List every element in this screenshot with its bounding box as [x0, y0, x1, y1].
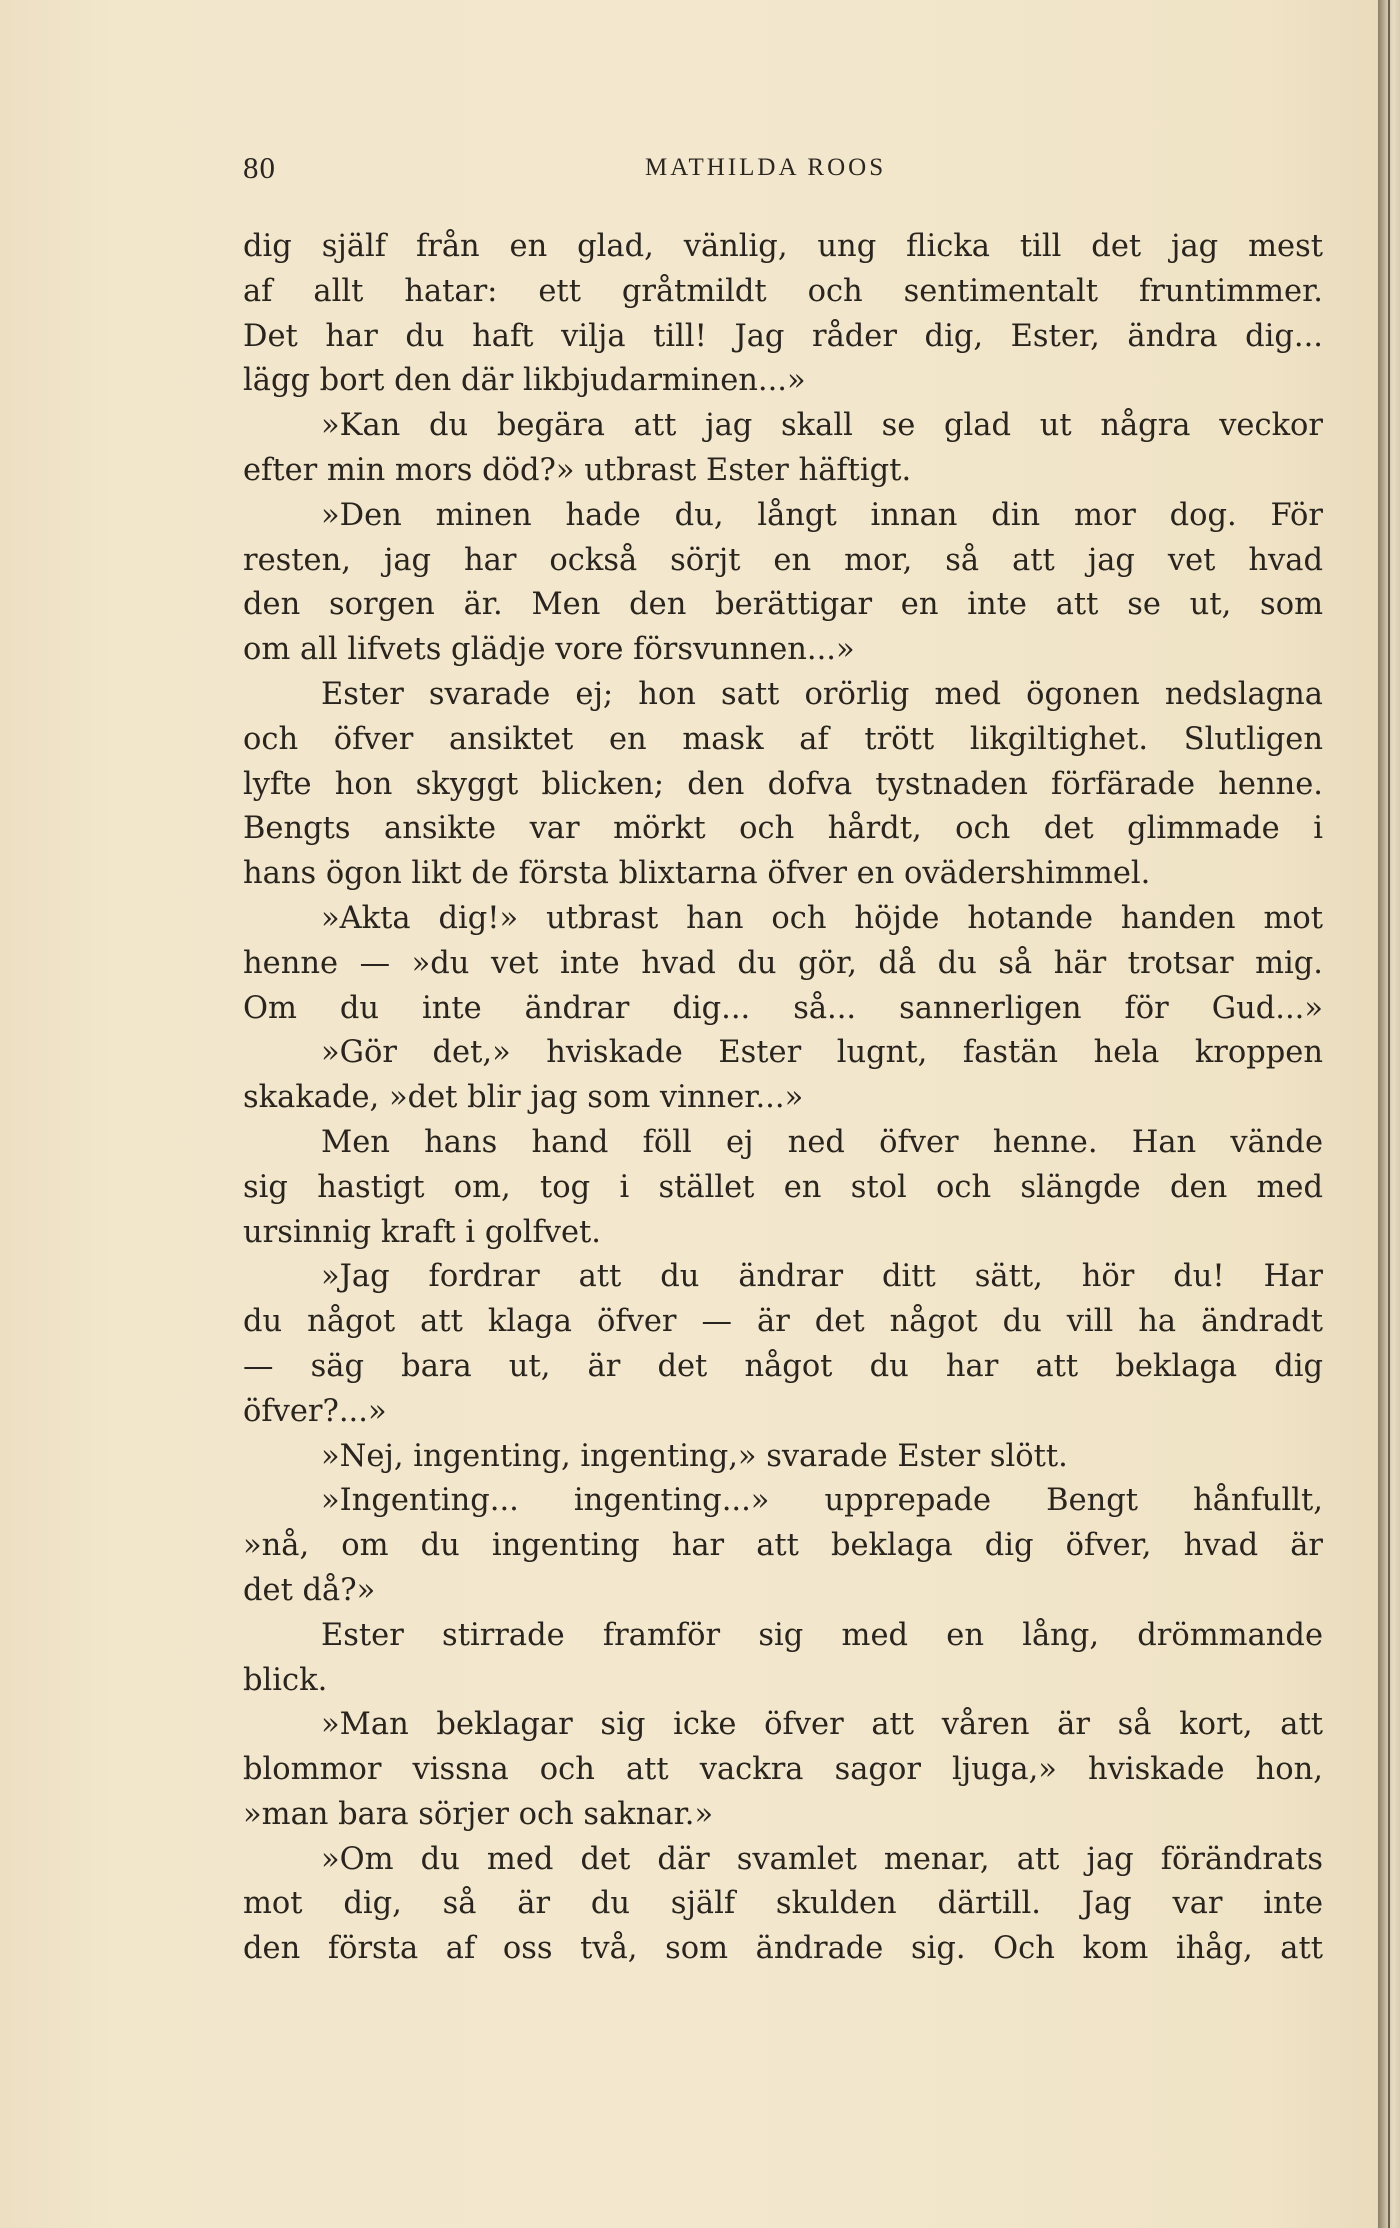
text-line: »nå, om du ingenting har att beklaga dig öfver, hvad är — [243, 1528, 1323, 1564]
text-line: ursinnig kraft i golfvet. — [243, 1214, 601, 1250]
text-line: Men hans hand föll ej ned öfver henne. Han vände — [321, 1124, 1323, 1160]
text-line: »Den minen hade du, långt innan din mor dog. För — [321, 497, 1323, 533]
text-line: henne — »du vet inte hvad du gör, då du så här trotsar mig. — [243, 945, 1323, 981]
running-title: MATHILDA ROOS — [645, 154, 887, 181]
text-line: »Kan du begära att jag skall se glad ut några veckor — [321, 408, 1323, 444]
text-line: »Om du med det där svamlet menar, att jag förändrats — [321, 1841, 1323, 1877]
text-line: Om du inte ändrar dig... så... sannerligen för Gud...» — [243, 990, 1323, 1026]
text-line: blick. — [243, 1662, 328, 1698]
text-line: »Jag fordrar att du ändrar ditt sätt, hör du! Har — [321, 1259, 1323, 1295]
text-line: af allt hatar: ett gråtmildt och sentimentalt fruntimmer. — [243, 273, 1323, 309]
text-line: hans ögon likt de första blixtarna öfver en ovädershimmel. — [243, 856, 1151, 892]
text-line: »Akta dig!» utbrast han och höjde hotande handen mot — [321, 900, 1323, 936]
text-line: den första af oss två, som ändrade sig. Och kom ihåg, att — [243, 1931, 1323, 1967]
body-text — [243, 225, 1323, 1972]
text-line: efter min mors död?» utbrast Ester häftigt. — [243, 452, 912, 488]
text-line: »Nej, ingenting, ingenting,» svarade Ester slött. — [321, 1438, 1068, 1474]
text-line: skakade, »det blir jag som vinner...» — [243, 1080, 804, 1116]
text-line: mot dig, så är du själf skulden därtill. Jag var inte — [243, 1886, 1323, 1922]
page-number: 80 — [243, 150, 276, 185]
text-line: »Man beklagar sig icke öfver att våren är så kort, att — [321, 1707, 1323, 1743]
text-line: dig själf från en glad, vänlig, ung flicka till det jag mest — [243, 229, 1323, 264]
text-line: »man bara sörjer och saknar.» — [243, 1796, 714, 1832]
running-header — [0, 150, 1378, 200]
text-line: blommor vissna och att vackra sagor ljuga,» hviskade hon, — [243, 1752, 1323, 1788]
text-line: »Ingenting... ingenting...» upprepade Bengt hånfullt, — [321, 1483, 1323, 1519]
text-line: »Gör det,» hviskade Ester lugnt, fastän hela kroppen — [321, 1035, 1323, 1071]
text-line: det då?» — [243, 1572, 376, 1608]
text-line: Ester svarade ej; hon satt orörlig med ögonen nedslagna — [321, 676, 1323, 712]
text-line: Ester stirrade framför sig med en lång, drömmande — [321, 1617, 1323, 1653]
text-line: och öfver ansiktet en mask af trött likgiltighet. Slutligen — [243, 721, 1323, 757]
text-line: Bengts ansikte var mörkt och hårdt, och det glimmade i — [243, 811, 1323, 847]
text-line: sig hastigt om, tog i stället en stol och slängde den med — [243, 1169, 1323, 1205]
text-line: lägg bort den där likbjudarminen...» — [243, 363, 806, 399]
text-line: öfver?...» — [243, 1393, 387, 1429]
text-line: om all lifvets glädje vore försvunnen...» — [243, 632, 855, 668]
text-line: Det har du haft vilja till! Jag råder dig, Ester, ändra dig... — [243, 318, 1323, 354]
text-line: resten, jag har också sörjt en mor, så att jag vet hvad — [243, 542, 1323, 578]
text-line: — säg bara ut, är det något du har att beklaga dig — [243, 1348, 1323, 1384]
text-line: du något att klaga öfver — är det något du vill ha ändradt — [243, 1304, 1323, 1340]
text-line: den sorgen är. Men den berättigar en inte att se ut, som — [243, 587, 1323, 623]
page-edge-line — [1388, 0, 1390, 2228]
text-line: lyfte hon skyggt blicken; den dofva tystnaden förfärade henne. — [243, 766, 1323, 802]
